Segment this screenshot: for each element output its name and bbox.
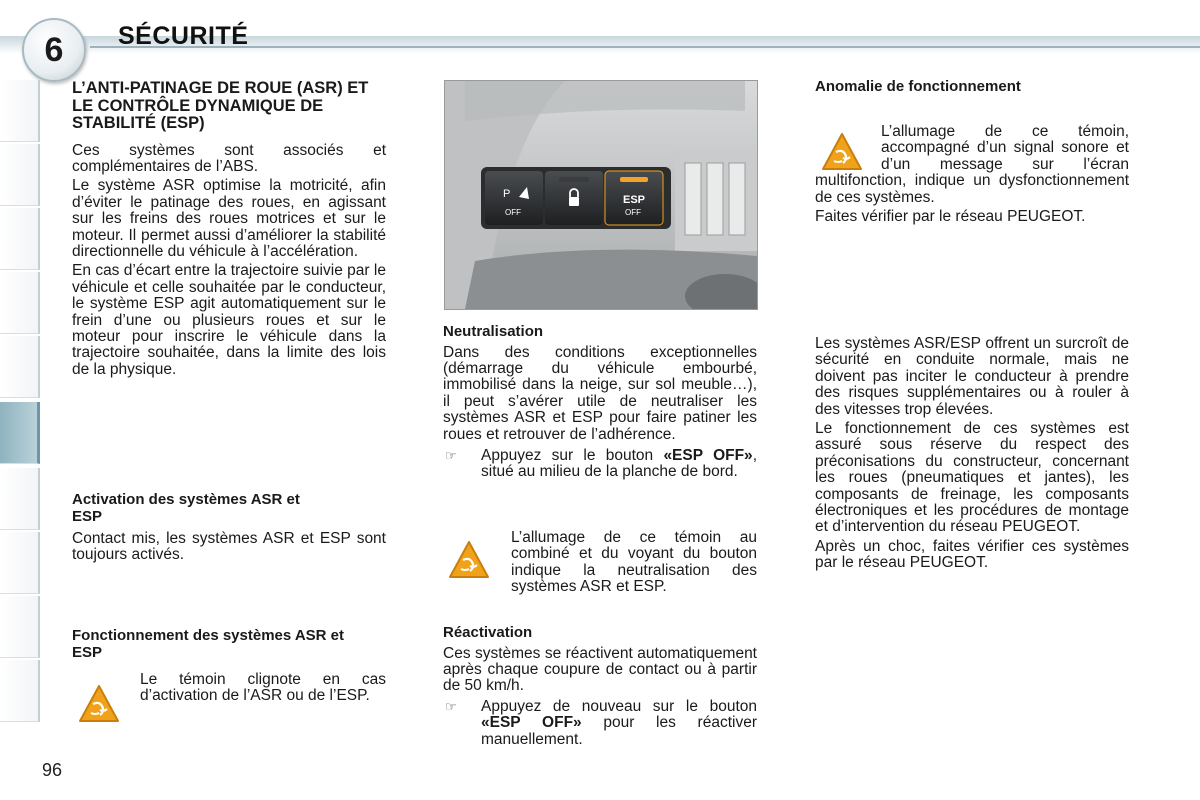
paragraph: Le système ASR optimise la motricité, afin d’éviter le patinage des roues, en agissant sur les freins des roues motrices et sur le moteur. Il permet aussi d’améliorer la stabilité directionnelle du véhicule à l’accélération. — [72, 177, 386, 260]
neutralisation-block — [443, 324, 757, 481]
photo-label-esp-top: ESP — [623, 194, 646, 206]
chapter-tab[interactable] — [0, 596, 40, 658]
chapter-tab[interactable] — [0, 468, 40, 530]
neutral-warn-text-block — [511, 530, 757, 599]
paragraph: Le témoin clignote en cas d’activation de l’ASR ou de l’ESP. — [140, 671, 386, 705]
paragraph: Contact mis, les systèmes ASR et ESP sont toujours activés. — [72, 530, 386, 564]
subheading: Activation des systèmes ASR et ESP — [72, 491, 300, 525]
paragraph: L’allumage de ce témoin au combiné et du voyant du bouton indique la neutralisation des systèmes ASR et ESP. — [511, 529, 757, 596]
chapter-number-badge: 6 — [22, 18, 86, 82]
chapter-tab[interactable] — [0, 208, 40, 270]
pointing-hand-icon: ☞ — [445, 698, 457, 714]
paragraph: Ces systèmes sont associés et complémentaires de l’ABS. — [72, 141, 386, 175]
pointing-hand-icon: ☞ — [445, 447, 457, 463]
activation-block — [72, 492, 386, 567]
photo-label-park-bottom: OFF — [505, 208, 521, 217]
photo-label-esp-bottom: OFF — [625, 208, 641, 217]
paragraph: Ces systèmes se réactivent automatiquement après chaque coupure de contact ou à partir de 50 km/h. — [443, 644, 757, 695]
warning-triangle-icon — [448, 540, 490, 580]
warning-triangle-icon — [78, 684, 120, 724]
bullet-item — [443, 448, 757, 481]
chapter-tab[interactable] — [0, 80, 40, 142]
subheading: Fonctionnement des systèmes ASR et ESP — [72, 627, 345, 661]
paragraph: Faites vérifier par le réseau PEUGEOT. — [815, 208, 1086, 226]
paragraph: Dans des conditions exceptionnelles (démarrage du véhicule embourbé, immobilisé dans la neige, sur sol meuble…), il peut s’avérer utile de neutraliser les systèmes ASR et ESP pour faire patiner les roues et retrouver de l’adhérence. — [443, 343, 757, 443]
chapter-tabs — [0, 80, 40, 720]
anomaly-heading-block — [815, 79, 1129, 99]
reactivation-block — [443, 625, 757, 748]
section-heading: L’ANTI-PATINAGE DE ROUE (ASR) ET LE CONTRÔLE DYNAMIQUE DE STABILITÉ (ESP) — [72, 79, 369, 132]
bullet-text: Appuyez de nouveau sur le bouton «ESP OFF» pour les réactiver manuellement. — [481, 697, 757, 748]
bullet-item — [443, 699, 757, 748]
header-rule — [90, 46, 1200, 48]
fonctionnement-block — [72, 628, 386, 664]
fonctionnement-text-block — [140, 672, 386, 708]
dashboard-photo — [444, 80, 758, 310]
subheading: Anomalie de fonctionnement — [815, 78, 1021, 95]
paragraph: Les systèmes ASR/ESP offrent un surcroît de sécurité en conduite normale, mais ne doivent pas inciter le conducteur à prendre des risques supplémentaires ou à rouler à des vitesses trop élevées. — [815, 335, 1129, 418]
paragraph: En cas d’écart entre la trajectoire suivie par le véhicule et celle souhaitée par le conducteur, le système ESP agit automatiquement sur le frein d’une ou plusieurs roues et sur le moteur pour inscrire le véhicule dans la trajectoire souhaitée, dans la limite des lois de la physique. — [72, 262, 386, 378]
paragraph: Le fonctionnement de ces systèmes est assuré sous réserve du respect des préconisations du constructeur, concernant les roues (pneumatiques et jantes), les composants de freinage, les composants électroniques et les procédures de montage et d’intervention du réseau PEUGEOT. — [815, 420, 1129, 536]
chapter-tab[interactable] — [0, 336, 40, 398]
subheading: Neutralisation — [443, 323, 544, 340]
chapter-tab[interactable] — [0, 532, 40, 594]
chapter-tab-active[interactable] — [0, 402, 40, 464]
chapter-title: SÉCURITÉ — [118, 22, 249, 50]
subheading: Réactivation — [443, 624, 533, 641]
chapter-tab[interactable] — [0, 272, 40, 334]
paragraph: Après un choc, faites vérifier ces systèmes par le réseau PEUGEOT. — [815, 537, 1129, 572]
chapter-tab[interactable] — [0, 660, 40, 722]
bullet-text: Appuyez sur le bouton «ESP OFF», situé au milieu de la planche de bord. — [481, 446, 757, 481]
paragraph: L’allumage de ce témoin, accompagné d’un signal sonore et d’un message sur l’écran multifonction, indique un dysfonctionnement de ces systèmes. — [815, 123, 1129, 206]
chapter-tab[interactable] — [0, 144, 40, 206]
anomaly-text-block — [815, 124, 1129, 228]
right-body — [815, 336, 1129, 575]
photo-label-park-top: P — [503, 188, 511, 200]
left-column — [72, 80, 386, 381]
page-number: 96 — [42, 760, 63, 780]
